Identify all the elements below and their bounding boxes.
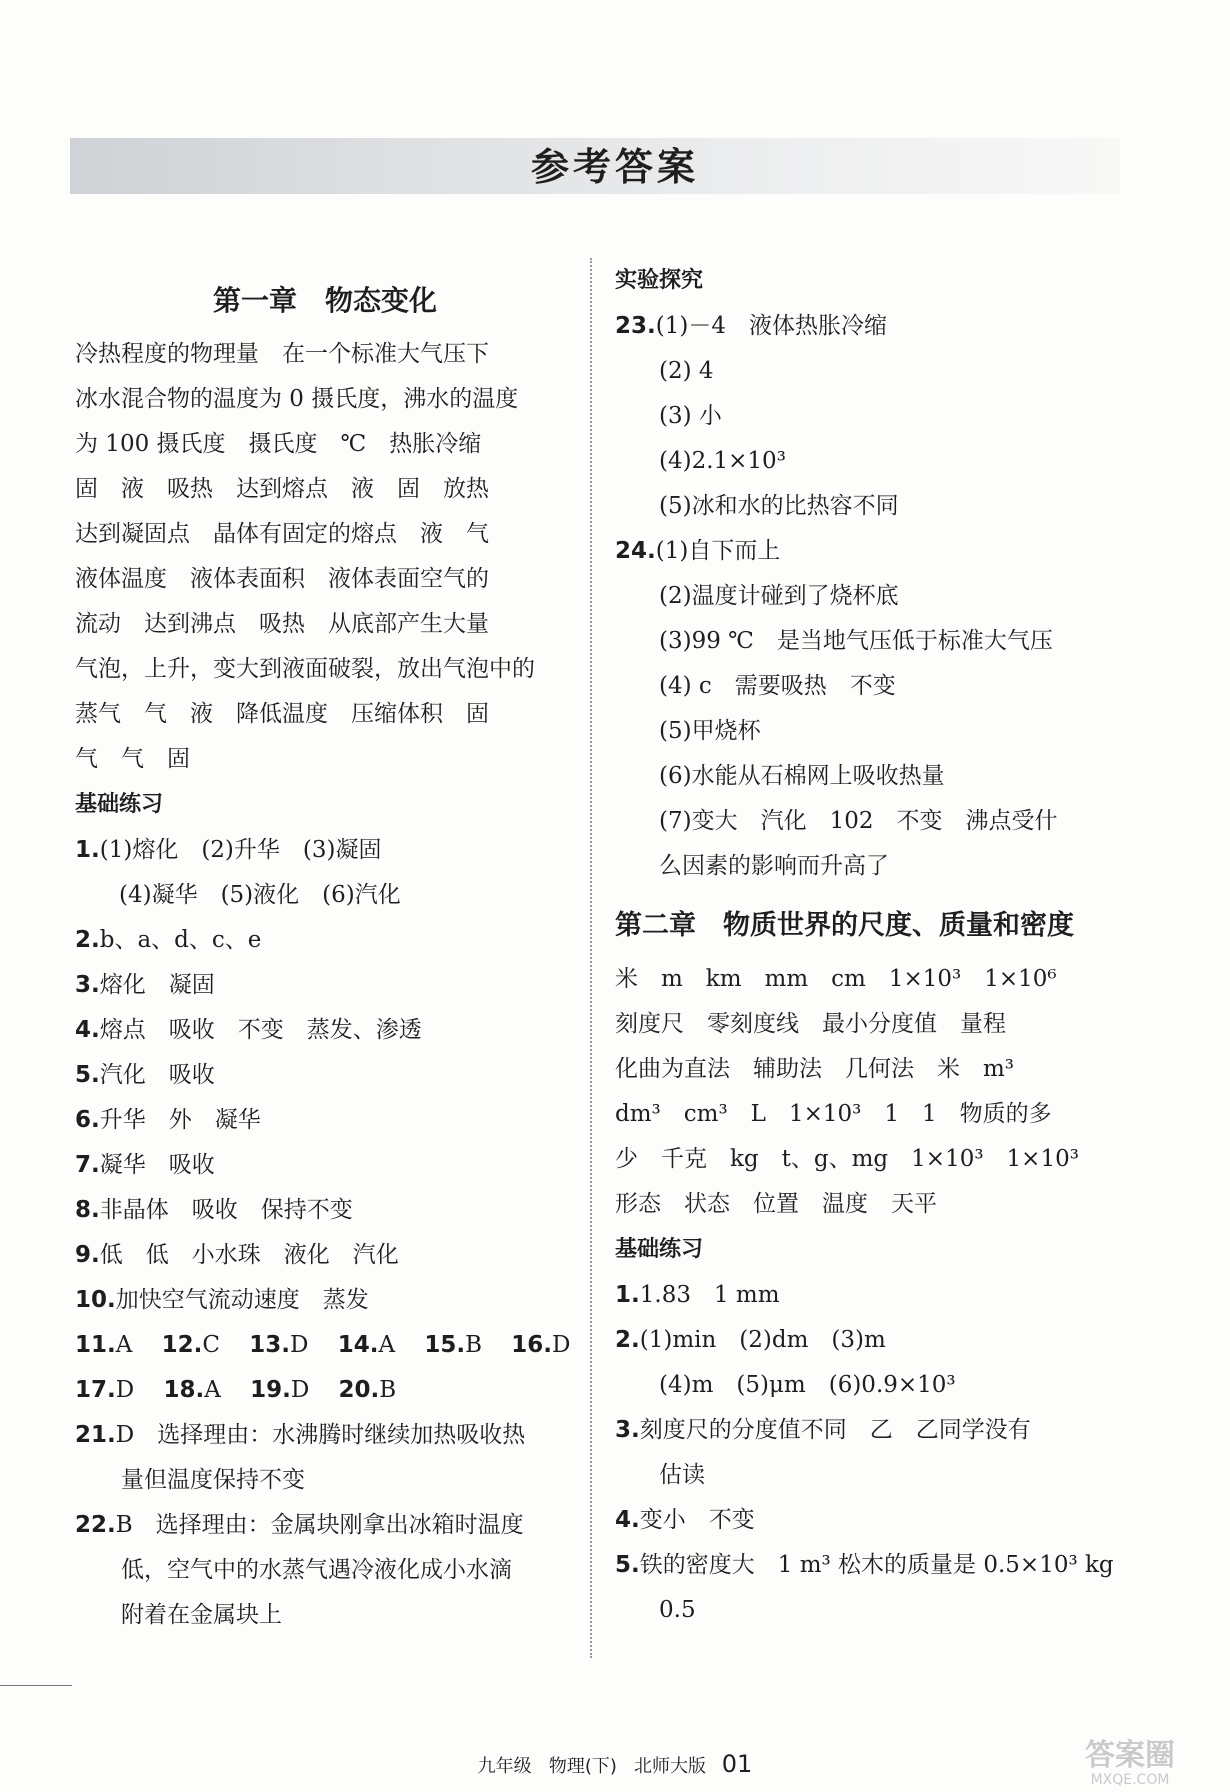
answer-text: 熔点 吸收 不变 蒸发、渗透 bbox=[99, 1017, 422, 1043]
basic-answers bbox=[75, 828, 575, 1638]
choice-answer: B bbox=[379, 1377, 397, 1403]
answer-line bbox=[75, 1008, 575, 1053]
question-number: 1. bbox=[615, 1282, 640, 1308]
answer-line bbox=[75, 1188, 575, 1233]
question-number: 20. bbox=[338, 1377, 380, 1403]
answer-line bbox=[615, 1318, 1135, 1363]
answer-text: 铁的密度大 1 m³ 松木的质量是 0.5×10³ kg bbox=[639, 1552, 1114, 1578]
answer-text: D 选择理由：水沸腾时继续加热吸收热 bbox=[115, 1422, 526, 1448]
answer-line: (2)温度计碰到了烧杯底 bbox=[659, 583, 899, 609]
right-column bbox=[615, 258, 1135, 1633]
answer-text: 加快空气流动速度 蒸发 bbox=[115, 1287, 369, 1313]
answer-line bbox=[615, 1543, 1135, 1588]
chapter-1-summary bbox=[75, 332, 575, 782]
answer-line bbox=[615, 1408, 1135, 1453]
answer-text: b、a、d、c、e bbox=[99, 927, 262, 953]
answer-line bbox=[75, 918, 575, 963]
question-number: 5. bbox=[75, 1062, 100, 1088]
summary-line: 为 100 摄氏度 摄氏度 ℃ 热胀冷缩 bbox=[75, 431, 482, 457]
chapter-1-heading: 第一章 物态变化 bbox=[212, 284, 437, 317]
choice-answer: A bbox=[378, 1332, 396, 1358]
answer-text: 变小 不变 bbox=[639, 1507, 755, 1533]
answer-line bbox=[75, 1053, 575, 1098]
question-number: 2. bbox=[615, 1327, 640, 1353]
answer-text: 量但温度保持不变 bbox=[121, 1467, 305, 1493]
answer-line bbox=[75, 873, 575, 918]
question-number: 22. bbox=[75, 1512, 116, 1538]
answer-text: B 选择理由：金属块刚拿出冰箱时温度 bbox=[115, 1512, 524, 1538]
question-number: 1. bbox=[75, 837, 100, 863]
question-number: 12. bbox=[161, 1332, 203, 1358]
answer-text: (4)m (5)μm (6)0.9×10³ bbox=[659, 1372, 956, 1398]
watermark-text: 答案圈 bbox=[1085, 1738, 1175, 1773]
section-basic-practice: 基础练习 bbox=[75, 792, 164, 817]
question-number: 3. bbox=[75, 972, 100, 998]
answer-line: (4)2.1×10³ bbox=[659, 448, 786, 474]
summary-line: 冷热程度的物理量 在一个标准大气压下 bbox=[75, 341, 489, 367]
chapter-2-summary bbox=[615, 957, 1135, 1227]
question-number: 13. bbox=[249, 1332, 290, 1358]
question-number: 4. bbox=[615, 1507, 640, 1533]
question-number: 8. bbox=[75, 1197, 100, 1223]
summary-line: 米 m km mm cm 1×10³ 1×10⁶ bbox=[615, 966, 1057, 992]
column-divider bbox=[590, 258, 592, 1658]
answer-line bbox=[615, 529, 1135, 574]
footer-subject: 物理(下) bbox=[548, 1756, 617, 1777]
question-number: 18. bbox=[163, 1377, 205, 1403]
summary-line: 流动 达到沸点 吸热 从底部产生大量 bbox=[75, 611, 489, 637]
summary-line: 冰水混合物的温度为 0 摄氏度，沸水的温度 bbox=[75, 386, 519, 412]
answer-line: (4) c 需要吸热 不变 bbox=[659, 673, 896, 699]
choice-answer: B bbox=[465, 1332, 482, 1358]
choice-answer: D bbox=[290, 1377, 310, 1403]
answer-line bbox=[615, 1363, 1135, 1408]
answer-text: 低，空气中的水蒸气遇冷液化成小水滴 bbox=[121, 1557, 512, 1583]
question-number: 3. bbox=[615, 1417, 640, 1443]
summary-line: dm³ cm³ L 1×10³ 1 1 物质的多 bbox=[615, 1101, 1052, 1127]
summary-line: 蒸气 气 液 降低温度 压缩体积 固 bbox=[75, 701, 489, 727]
choice-answer: D bbox=[115, 1377, 135, 1403]
watermark-url: MXQE.COM bbox=[1090, 1772, 1170, 1788]
question-number: 2. bbox=[75, 927, 100, 953]
answer-line bbox=[75, 1503, 575, 1548]
choice-answer: A bbox=[204, 1377, 221, 1403]
answer-line bbox=[75, 1413, 575, 1458]
answer-line bbox=[615, 1588, 1135, 1633]
choice-answer: D bbox=[289, 1332, 309, 1358]
footer-rule bbox=[0, 1685, 72, 1686]
answer-text: 附着在金属块上 bbox=[121, 1602, 282, 1628]
answer-line bbox=[75, 1233, 575, 1278]
question-number: 6. bbox=[75, 1107, 100, 1133]
answer-line: (5)甲烧杯 bbox=[659, 718, 761, 744]
question-number: 16. bbox=[511, 1332, 552, 1358]
footer-grade: 九年级 bbox=[477, 1756, 532, 1777]
choice-answers-row bbox=[75, 1368, 575, 1413]
question-number: 17. bbox=[75, 1377, 116, 1403]
answer-line: (7)变大 汽化 102 不变 沸点受什 bbox=[659, 808, 1058, 834]
summary-line: 达到凝固点 晶体有固定的熔点 液 气 bbox=[75, 521, 489, 547]
watermark-logo bbox=[1030, 1740, 1230, 1792]
summary-line: 气 气 固 bbox=[75, 746, 190, 772]
answer-text: 低 低 小水珠 液化 汽化 bbox=[99, 1242, 399, 1268]
answer-text: (1)自下而上 bbox=[655, 538, 781, 564]
choice-answer: A bbox=[115, 1332, 133, 1358]
question-number: 15. bbox=[424, 1332, 466, 1358]
question-number: 23. bbox=[615, 313, 656, 339]
answer-text: 刻度尺的分度值不同 乙 乙同学没有 bbox=[639, 1417, 1031, 1443]
answer-text: (1)min (2)dm (3)m bbox=[639, 1327, 886, 1353]
answer-text: 熔化 凝固 bbox=[99, 972, 215, 998]
answer-line: 么因素的影响而升高了 bbox=[659, 853, 889, 879]
summary-line: 化曲为直法 辅助法 几何法 米 m³ bbox=[615, 1056, 1015, 1082]
page-title: 参考答案 bbox=[530, 145, 699, 189]
answer-line bbox=[615, 1273, 1135, 1318]
footer-edition: 北师大版 bbox=[634, 1756, 707, 1777]
answer-line bbox=[615, 1498, 1135, 1543]
question-number: 10. bbox=[75, 1287, 116, 1313]
chapter-2-heading: 第二章 物质世界的尺度、质量和密度 bbox=[615, 910, 1074, 941]
answer-line bbox=[75, 828, 575, 873]
basic-answers-2 bbox=[615, 1273, 1135, 1633]
summary-line: 气泡，上升，变大到液面破裂，放出气泡中的 bbox=[75, 656, 535, 682]
choice-answer: D bbox=[551, 1332, 571, 1358]
answer-line bbox=[75, 1278, 575, 1323]
answer-line bbox=[75, 963, 575, 1008]
answer-text: (1)熔化 (2)升华 (3)凝固 bbox=[99, 837, 382, 863]
answer-text: (1)－4 液体热胀冷缩 bbox=[655, 313, 887, 339]
section-experiment: 实验探究 bbox=[615, 268, 704, 293]
answer-text: 汽化 吸收 bbox=[99, 1062, 215, 1088]
answer-text: (4)凝华 (5)液化 (6)汽化 bbox=[119, 882, 401, 908]
summary-line: 少 千克 kg t、g、mg 1×10³ 1×10³ bbox=[615, 1146, 1079, 1172]
summary-line: 形态 状态 位置 温度 天平 bbox=[615, 1191, 937, 1217]
choice-answers-row bbox=[75, 1323, 575, 1368]
answer-line: (3) 小 bbox=[659, 403, 722, 429]
section-basic-practice-2: 基础练习 bbox=[615, 1237, 704, 1262]
answer-line bbox=[75, 1143, 575, 1188]
answer-text: 1.83 1 mm bbox=[639, 1282, 780, 1308]
answer-line: (2) 4 bbox=[659, 358, 714, 384]
answer-text: 估读 bbox=[659, 1462, 705, 1488]
answer-text: 升华 外 凝华 bbox=[99, 1107, 261, 1133]
answer-line bbox=[615, 304, 1135, 349]
question-number: 9. bbox=[75, 1242, 100, 1268]
page-number: 01 bbox=[721, 1750, 753, 1778]
answer-line: (5)冰和水的比热容不同 bbox=[659, 493, 899, 519]
question-number: 7. bbox=[75, 1152, 100, 1178]
answer-line bbox=[75, 1458, 575, 1503]
choice-answer: C bbox=[202, 1332, 220, 1358]
question-number: 14. bbox=[337, 1332, 379, 1358]
question-number: 19. bbox=[250, 1377, 291, 1403]
answer-line bbox=[75, 1593, 575, 1638]
summary-line: 固 液 吸热 达到熔点 液 固 放热 bbox=[75, 476, 489, 502]
answer-text: 0.5 bbox=[659, 1597, 696, 1623]
question-number: 4. bbox=[75, 1017, 100, 1043]
question-number: 5. bbox=[615, 1552, 640, 1578]
summary-line: 液体温度 液体表面积 液体表面空气的 bbox=[75, 566, 489, 592]
question-number: 21. bbox=[75, 1422, 116, 1448]
question-number: 24. bbox=[615, 538, 656, 564]
answer-line: (6)水能从石棉网上吸收热量 bbox=[659, 763, 945, 789]
answer-line bbox=[75, 1548, 575, 1593]
answer-line bbox=[75, 1098, 575, 1143]
question-number: 11. bbox=[75, 1332, 116, 1358]
answer-text: 凝华 吸收 bbox=[99, 1152, 215, 1178]
answer-line: (3)99 ℃ 是当地气压低于标准大气压 bbox=[659, 628, 1053, 654]
left-column bbox=[75, 270, 575, 1638]
summary-line: 刻度尺 零刻度线 最小分度值 量程 bbox=[615, 1011, 1006, 1037]
answer-line bbox=[615, 1453, 1135, 1498]
answer-text: 非晶体 吸收 保持不变 bbox=[99, 1197, 353, 1223]
